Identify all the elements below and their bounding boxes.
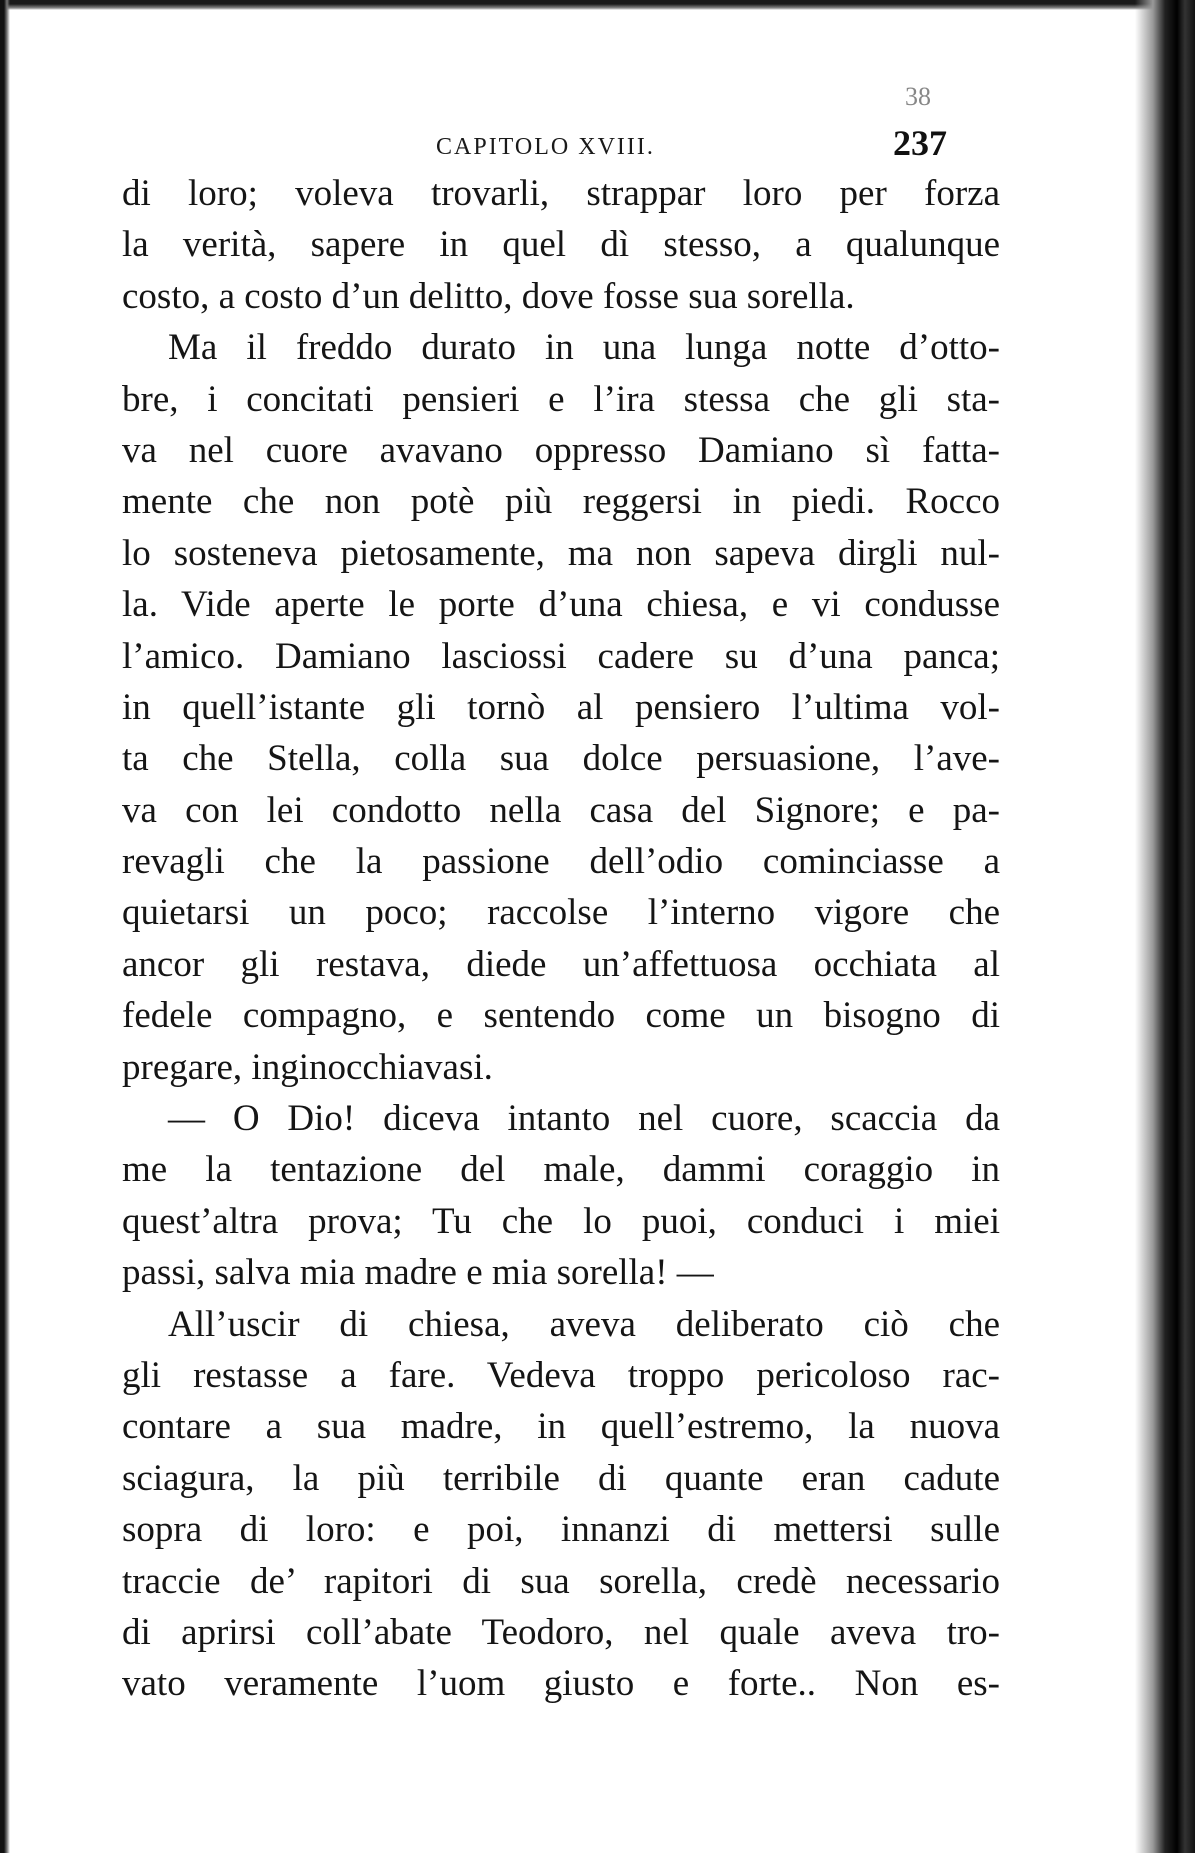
scan-edge-left (0, 0, 10, 1853)
chapter-title: CAPITOLO XVIII. (436, 134, 655, 160)
text-line: gli restasse a fare. Vedeva troppo pericoloso rac- (122, 1354, 1000, 1396)
text-line: quietarsi un poco; raccolse l’interno vigore che (122, 892, 1000, 934)
text-line: mente che non potè più reggersi in piedi. Rocco (122, 481, 1000, 523)
text-line: quest’altra prova; Tu che lo puoi, conduci i miei (122, 1200, 1000, 1242)
text-line: — O Dio! diceva intanto nel cuore, scaccia da (168, 1098, 1000, 1140)
text-line: va nel cuore avavano oppresso Damiano sì fatta- (122, 429, 1000, 471)
scan-edge-top (0, 0, 1195, 10)
text-line: me la tentazione del male, dammi coraggio in (122, 1149, 1000, 1191)
text-line: ancor gli restava, diede un’affettuosa occhiata al (122, 943, 1000, 985)
text-line: revagli che la passione dell’odio cominciasse a (122, 841, 1000, 883)
running-head (0, 123, 1195, 168)
text-line: la. Vide aperte le porte d’una chiesa, e vi condusse (122, 584, 1000, 626)
text-line: ta che Stella, colla sua dolce persuasione, l’ave- (122, 738, 1000, 780)
text-line: l’amico. Damiano lasciossi cadere su d’una panca; (122, 635, 1000, 677)
text-line: fedele compagno, e sentendo come un bisogno di (122, 995, 1000, 1037)
text-line: in quell’istante gli tornò al pensiero l’ultima vol- (122, 686, 1000, 728)
text-line: sciagura, la più terribile di quante eran cadute (122, 1457, 1000, 1499)
text-line: traccie de’ rapitori di sua sorella, credè necessario (122, 1560, 1000, 1602)
text-line: pregare, inginocchiavasi. (122, 1046, 493, 1088)
text-line: costo, a costo d’un delitto, dove fosse sua sorella. (122, 275, 855, 317)
text-line: lo sosteneva pietosamente, ma non sapeva dirgli nul- (122, 532, 1000, 574)
page-number: 237 (893, 123, 947, 163)
text-line: bre, i concitati pensieri e l’ira stessa che gli sta- (122, 378, 1000, 420)
text-line: sopra di loro: e poi, innanzi di mettersi sulle (122, 1509, 1000, 1551)
scan-edge-right (1135, 0, 1195, 1853)
text-line: contare a sua madre, in quell’estremo, la nuova (122, 1406, 1000, 1448)
body-text (122, 168, 1000, 1710)
text-line: vato veramente l’uom giusto e forte.. Non es- (122, 1663, 1000, 1705)
text-line: All’uscir di chiesa, aveva deliberato ciò che (168, 1303, 1000, 1345)
text-line: di aprirsi coll’abate Teodoro, nel quale aveva tro- (122, 1611, 1000, 1653)
text-line: passi, salva mia madre e mia sorella! — (122, 1252, 714, 1294)
corner-mark: 38 (905, 82, 931, 111)
text-line: la verità, sapere in quel dì stesso, a qualunque (122, 224, 1000, 266)
text-line: va con lei condotto nella casa del Signore; e pa- (122, 789, 1000, 831)
text-line: Ma il freddo durato in una lunga notte d’otto- (168, 327, 1000, 369)
text-line: di loro; voleva trovarli, strappar loro per forza (122, 173, 1000, 214)
